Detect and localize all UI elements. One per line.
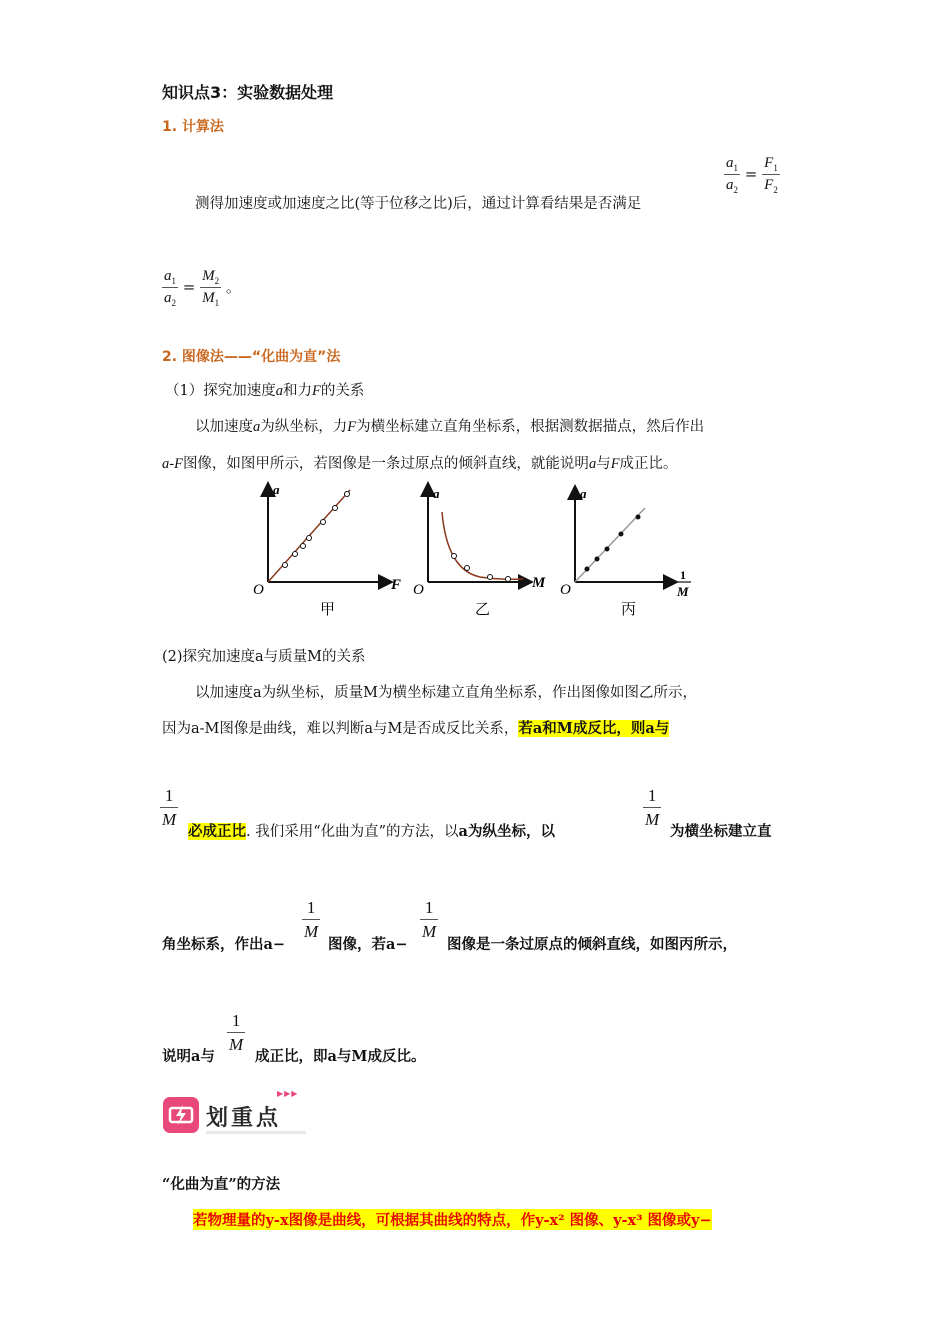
sub1-line2: a-F图像，如图甲所示，若图像是一条过原点的倾斜直线，就能说明a与F成正比。 bbox=[162, 456, 678, 472]
ratio-formula-mass: $\frac{a_1}{a_2}$ = $\frac{M_2}{M_1}$ 。 bbox=[164, 268, 241, 308]
bing-caption: 丙 bbox=[621, 600, 637, 618]
bing-y-label: a bbox=[580, 486, 587, 501]
bing-origin: O bbox=[560, 582, 571, 598]
section2-title: 2. 图像法——“化曲为直”法 bbox=[162, 349, 341, 365]
graphs-figure bbox=[245, 480, 705, 620]
sub2-line3-end: 为横坐标建立直 bbox=[670, 823, 772, 840]
jia-y-label: a bbox=[273, 482, 280, 497]
graph-yi bbox=[413, 485, 546, 618]
yi-origin: O bbox=[413, 582, 424, 598]
yi-y-label: a bbox=[433, 486, 440, 501]
yi-caption: 乙 bbox=[475, 600, 491, 618]
sub2-title: (2)探究加速度a与质量M的关系 bbox=[162, 649, 366, 665]
graph-bing bbox=[560, 486, 691, 618]
sub2-line4-b: 图像，若a− bbox=[328, 936, 408, 953]
yi-x-label: M bbox=[532, 575, 546, 591]
section1-title: 1. 计算法 bbox=[162, 119, 224, 135]
bing-x-den: M bbox=[677, 584, 689, 599]
jia-x-label: F bbox=[391, 577, 402, 593]
fraction-1-over-M-c: $\frac{1}{M}$ bbox=[304, 898, 319, 941]
sub2-line2: 因为a-M图像是曲线，难以判断a与M是否成反比关系，若a和M成反比，则a与 bbox=[162, 720, 670, 737]
triangle-decor-icon: ▶▶▶ bbox=[277, 1089, 299, 1098]
fraction-1-over-M-b: $\frac{1}{M}$ bbox=[645, 786, 660, 829]
ratio-formula-force: $\frac{a_1}{a_2}$ = $\frac{F_1}{F_2}$ bbox=[726, 155, 778, 195]
fraction-1-over-M-a: $\frac{1}{M}$ bbox=[162, 786, 177, 829]
jia-origin: O bbox=[253, 582, 264, 598]
method-title: “化曲为直”的方法 bbox=[162, 1176, 281, 1193]
method-line: 若物理量的y-x图像是曲线，可根据其曲线的特点，作y-x² 图像、y-x³ 图像或y− bbox=[193, 1209, 712, 1230]
sub2-line4-c: 图像是一条过原点的倾斜直线，如图丙所示， bbox=[447, 936, 737, 953]
bing-x-num: 1 bbox=[680, 568, 686, 582]
badge-label: 划重点 bbox=[206, 1106, 282, 1131]
section1-paragraph: 测得加速度或加速度之比(等于位移之比)后，通过计算看结果是否满足 bbox=[195, 196, 642, 212]
sub2-line5-a: 说明a与 bbox=[162, 1048, 215, 1065]
page-heading: 知识点3：实验数据处理 bbox=[162, 83, 334, 102]
sub2-line4-a: 角坐标系，作出a− bbox=[162, 936, 286, 953]
sub2-line1: 以加速度a为纵坐标，质量M为横坐标建立直角坐标系，作出图像如图乙所示， bbox=[195, 685, 697, 701]
fraction-1-over-M-d: $\frac{1}{M}$ bbox=[422, 898, 437, 941]
lightning-badge-icon bbox=[163, 1097, 199, 1133]
sub1-title: （1）探究加速度a和力F的关系 bbox=[165, 383, 365, 399]
jia-caption: 甲 bbox=[320, 600, 336, 618]
sub1-line1: 以加速度a为纵坐标，力F为横坐标建立直角坐标系，根据测数据描点，然后作出 bbox=[195, 419, 705, 435]
sub2-line3: 必成正比. 我们采用“化曲为直”的方法，以a为纵坐标，以 bbox=[188, 823, 555, 840]
graph-jia bbox=[253, 482, 401, 618]
sub2-line5-b: 成正比，即a与M成反比。 bbox=[255, 1048, 426, 1065]
fraction-1-over-M-e: $\frac{1}{M}$ bbox=[229, 1011, 244, 1054]
